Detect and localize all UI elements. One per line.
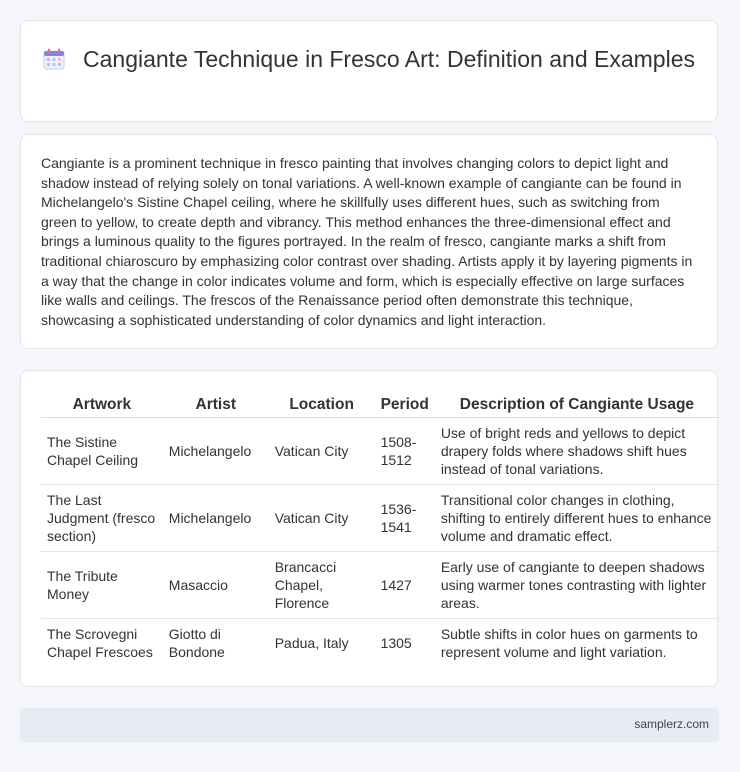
column-header-artwork: Artwork [41, 393, 163, 418]
cell-location: Vatican City [269, 485, 375, 552]
examples-table [41, 393, 719, 667]
cell-description: Use of bright reds and yellows to depict drapery folds where shadows shift hues instead of tonal variations. [435, 418, 719, 485]
table-row [41, 552, 719, 619]
page-title: Cangiante Technique in Fresco Art: Definition and Examples [83, 46, 695, 72]
cell-artist: Giotto di Bondone [168, 626, 225, 660]
cell-description: Subtle shifts in color hues on garments to represent volume and light variation. [440, 626, 698, 660]
column-header-period: Period [375, 393, 435, 418]
title-card [20, 20, 718, 122]
cell-artist: Michelangelo [163, 418, 269, 485]
table-row [41, 418, 719, 485]
table-header-row [41, 393, 719, 418]
cell-period: 1536-1541 [375, 485, 435, 552]
column-header-artist: Artist [163, 393, 269, 418]
cell-period: 1427 [375, 552, 435, 619]
cell-description: Transitional color changes in clothing, shifting to entirely different hues to enhance volume and dramatic effect. [435, 485, 719, 552]
cell-location: Brancacci Chapel, Florence [269, 552, 375, 619]
column-header-description: Description of Cangiante Usage [435, 393, 719, 418]
calendar-icon [43, 48, 65, 77]
table-row [41, 619, 719, 667]
cell-location: Vatican City [269, 418, 375, 485]
cell-artwork: The Last Judgment (fresco section) [41, 485, 163, 552]
column-header-location: Location [269, 393, 375, 418]
cell-artwork: The Sistine Chapel Ceiling [41, 418, 163, 485]
footer [20, 708, 719, 742]
cell-period: 1305 [380, 635, 412, 651]
table-card [20, 370, 718, 687]
cell-location: Padua, Italy [274, 635, 349, 651]
cell-artwork: The Tribute Money [41, 552, 163, 619]
cell-artist: Masaccio [163, 552, 269, 619]
cell-description: Early use of cangiante to deepen shadows using warmer tones contrasting with lighter areas. [435, 552, 719, 619]
cell-artwork: The Scrovegni Chapel Frescoes [47, 626, 153, 660]
intro-paragraph: Cangiante is a prominent technique in fresco painting that involves changing colors to depict light and shadow instead of relying solely on tonal variations. A well-known example of cangiante can be found in Michelangelo's Sistine Chapel ceiling, where he skillfully uses different hues, such as switching from green to yellow, to create depth and vibrancy. This method enhances the three-dimensional effect and brings a luminous quality to the figures portrayed. In the realm of fresco, cangiante marks a shift from traditional chiaroscuro by emphasizing color contrast over shading. Artists apply it by layering pigments in a way that the change in color indicates volume and form, which is especially effective on large surfaces like walls and ceilings. The frescos of the Renaissance period often demonstrate this technique, showcasing a sophisticated understanding of color dynamics and light interaction. [41, 155, 693, 328]
page-header [21, 45, 717, 77]
footer-site-link[interactable]: samplerz.com [634, 717, 709, 731]
intro-card [20, 134, 718, 349]
cell-artist: Michelangelo [163, 485, 269, 552]
table-row [41, 485, 719, 552]
cell-period: 1508-1512 [375, 418, 435, 485]
